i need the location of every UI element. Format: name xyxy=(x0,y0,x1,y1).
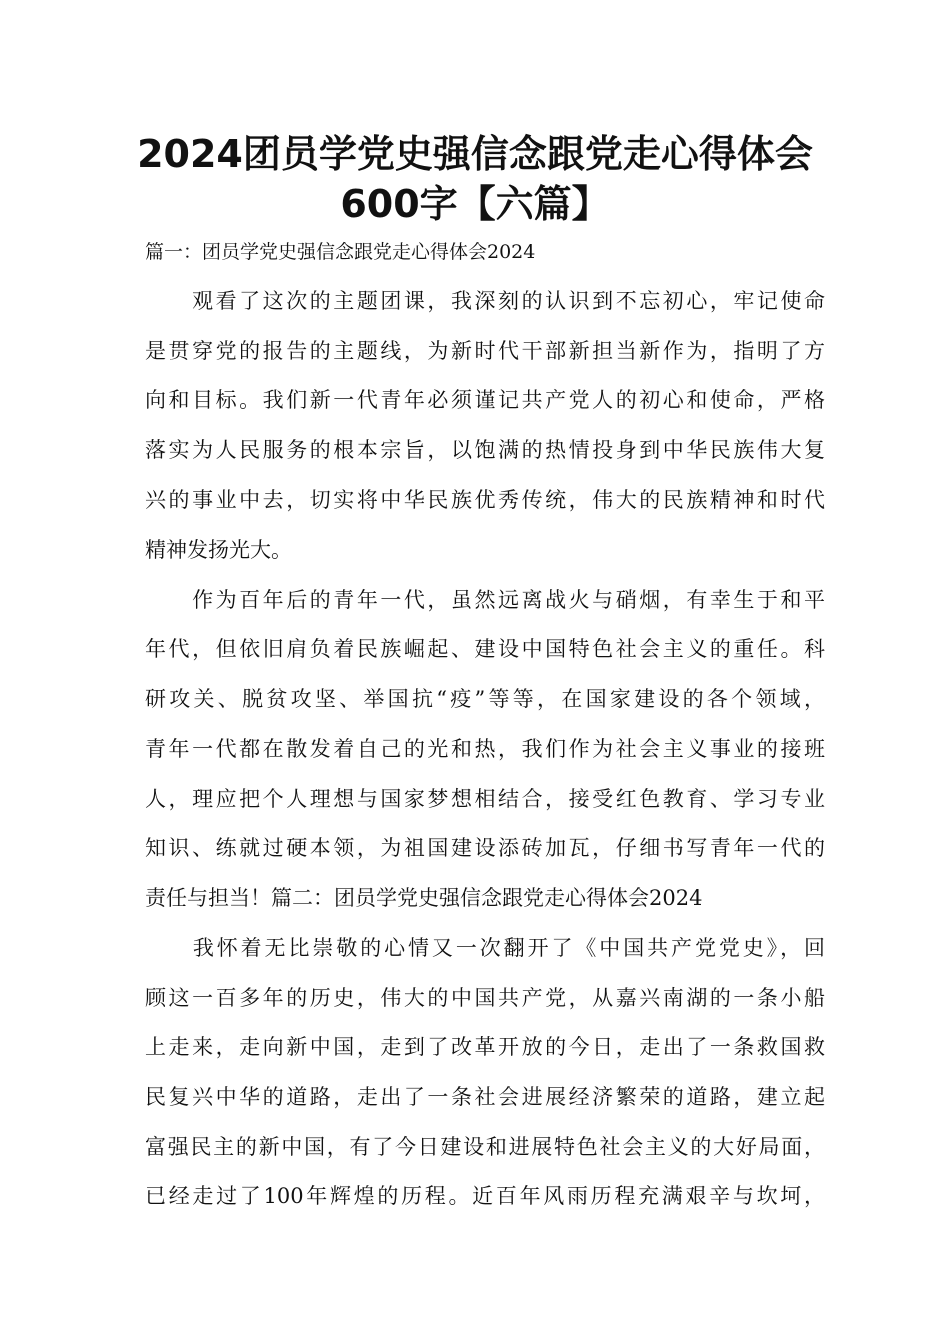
paragraph-line: 向和目标。我们新一代青年必须谨记共产党人的初心和使命，严格 xyxy=(145,388,825,412)
paragraph-line: 民复兴中华的道路，走出了一条社会进展经济繁荣的道路，建立起 xyxy=(145,1085,825,1109)
paragraph-line: 顾这一百多年的历史，伟大的中国共产党，从嘉兴南湖的一条小船 xyxy=(145,986,825,1010)
document-title-line-1: 2024团员学党史强信念跟党走心得体会 xyxy=(137,132,813,176)
paragraph-line: 青年一代都在散发着自己的光和热，我们作为社会主义事业的接班 xyxy=(145,737,825,761)
paragraph-line: 已经走过了100年辉煌的历程。近百年风雨历程充满艰辛与坎坷， xyxy=(145,1184,825,1208)
paragraph-line: 知识、练就过硬本领，为祖国建设添砖加瓦，仔细书写青年一代的 xyxy=(145,836,825,860)
paragraph-line: 是贯穿党的报告的主题线，为新时代干部新担当新作为，指明了方 xyxy=(145,339,825,363)
section-heading-1: 篇一：团员学党史强信念跟党走心得体会2024 xyxy=(145,241,536,263)
paragraph-line: 落实为人民服务的根本宗旨，以饱满的热情投身到中华民族伟大复 xyxy=(145,438,825,462)
paragraph-line: 作为百年后的青年一代，虽然远离战火与硝烟，有幸生于和平 xyxy=(145,588,825,612)
paragraph-line: 观看了这次的主题团课，我深刻的认识到不忘初心，牢记使命 xyxy=(145,289,825,313)
paragraph-line: 兴的事业中去，切实将中华民族优秀传统，伟大的民族精神和时代 xyxy=(145,488,825,512)
paragraph-line: 年代，但依旧肩负着民族崛起、建设中国特色社会主义的重任。科 xyxy=(145,637,825,661)
paragraph-line: 我怀着无比崇敬的心情又一次翻开了《中国共产党党史》，回 xyxy=(145,936,825,960)
paragraph-line: 富强民主的新中国，有了今日建设和进展特色社会主义的大好局面， xyxy=(145,1135,825,1159)
paragraph-line-with-section-heading-2: 责任与担当！篇二：团员学党史强信念跟党走心得体会2024 xyxy=(145,886,703,910)
paragraph-line: 研攻关、脱贫攻坚、举国抗“疫”等等，在国家建设的各个领域， xyxy=(145,687,825,711)
paragraph-line: 上走来，走向新中国，走到了改革开放的今日，走出了一条救国救 xyxy=(145,1035,825,1059)
paragraph-line: 人，理应把个人理想与国家梦想相结合，接受红色教育、学习专业 xyxy=(145,787,825,811)
document-title-line-2: 600字【六篇】 xyxy=(340,182,610,226)
paragraph-line: 精神发扬光大。 xyxy=(145,538,292,562)
